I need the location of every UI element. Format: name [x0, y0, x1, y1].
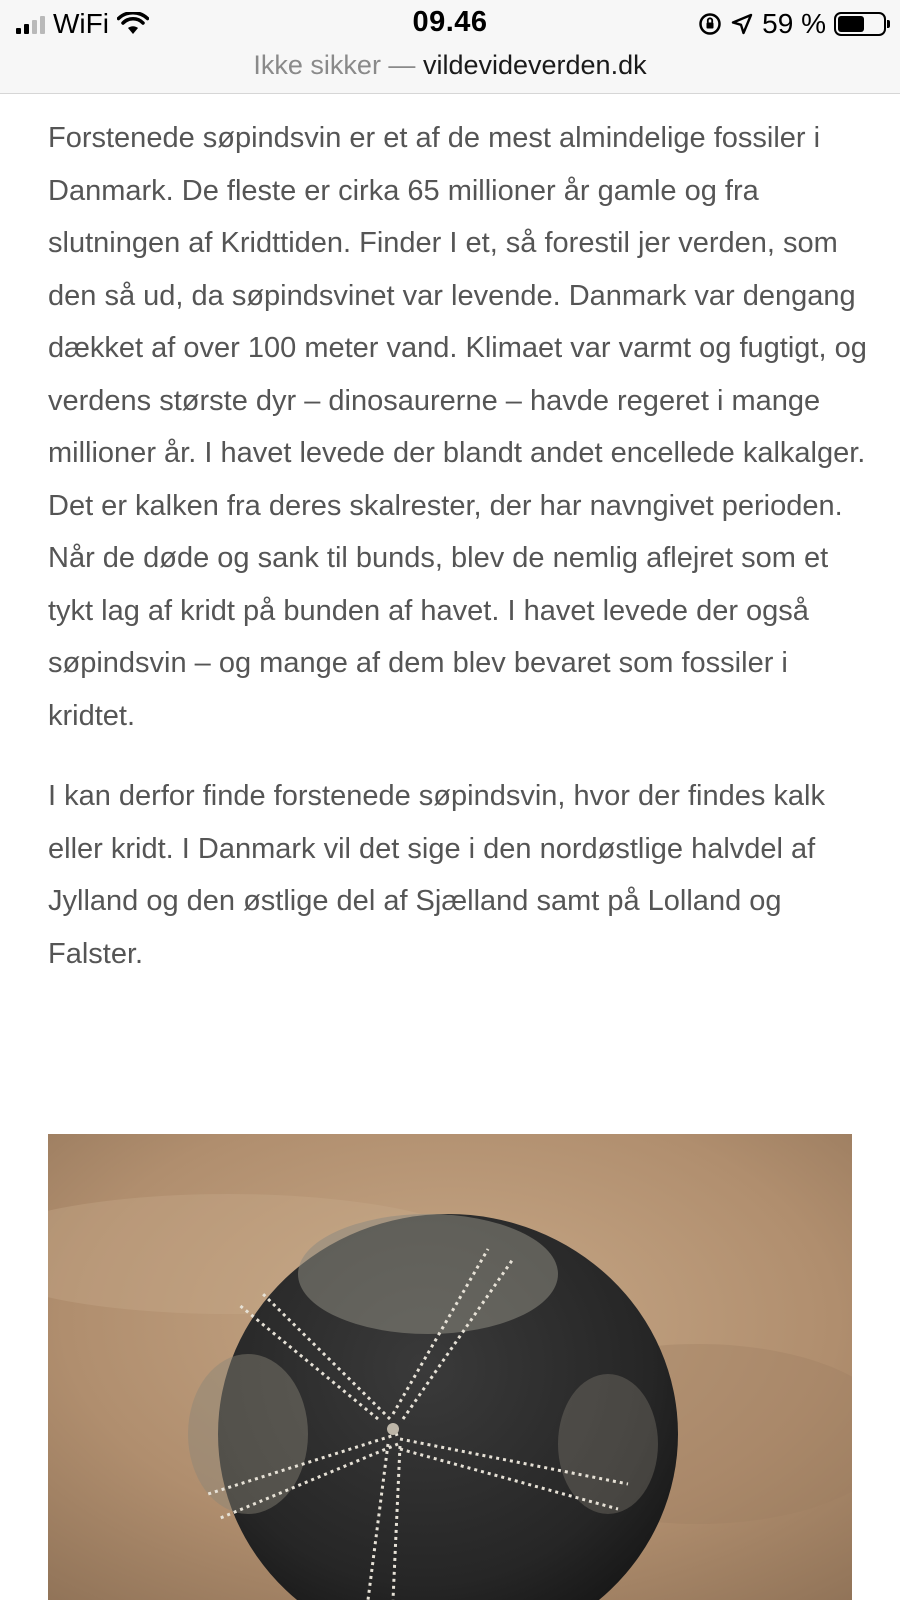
fossil-sea-urchin-photo — [48, 1134, 852, 1600]
status-bar-right — [698, 8, 886, 40]
battery-icon — [834, 12, 886, 36]
carrier-label: WiFi — [53, 8, 109, 39]
address-bar[interactable] — [0, 48, 900, 94]
security-warning-label: Ikke sikker — — [253, 50, 416, 80]
clock: 09.46 — [412, 6, 488, 38]
article-body — [48, 112, 868, 980]
url-domain[interactable]: vildevideverden.dk — [422, 50, 647, 80]
location-icon — [730, 12, 754, 36]
battery-percent: 59 % — [762, 8, 826, 39]
battery-level-fill — [838, 16, 864, 32]
orientation-lock-icon — [698, 12, 722, 36]
article-paragraph-1: Forstenede søpindsvin er et af de mest almindelige fossiler i Danmark. De fleste er cirka 65 millioner år gamle og fra slutningen af Kridttiden. Finder I et, så forestil jer verden, som den så ud, da søpindsvinet var levende. Danmark var dengang dækket af over 100 meter vand. Klimaet var varmt og fugtigt, og verdens største dyr – dinosaurerne – havde regeret i mange millioner år. I havet levede der blandt andet encellede kalkalger. Det er kalken fra deres skalrester, der har navngivet perioden. Når de døde og sank til bunds, blev de nemlig aflejret som et tykt lag af kridt på bunden af havet. I havet levede der også søpindsvin – og mange af dem blev bevaret som fossiler i kridtet. — [48, 122, 867, 732]
status-bar — [0, 0, 900, 48]
article-paragraph-2: I kan derfor finde forstenede søpindsvin, hvor der findes kalk eller kridt. I Danmark vil det sige i den nordøstlige halvdel af Jylland og den østlige del af Sjælland samt på Lolland og Falster. — [48, 780, 825, 970]
fossil-sea-urchin-image — [48, 1134, 852, 1600]
